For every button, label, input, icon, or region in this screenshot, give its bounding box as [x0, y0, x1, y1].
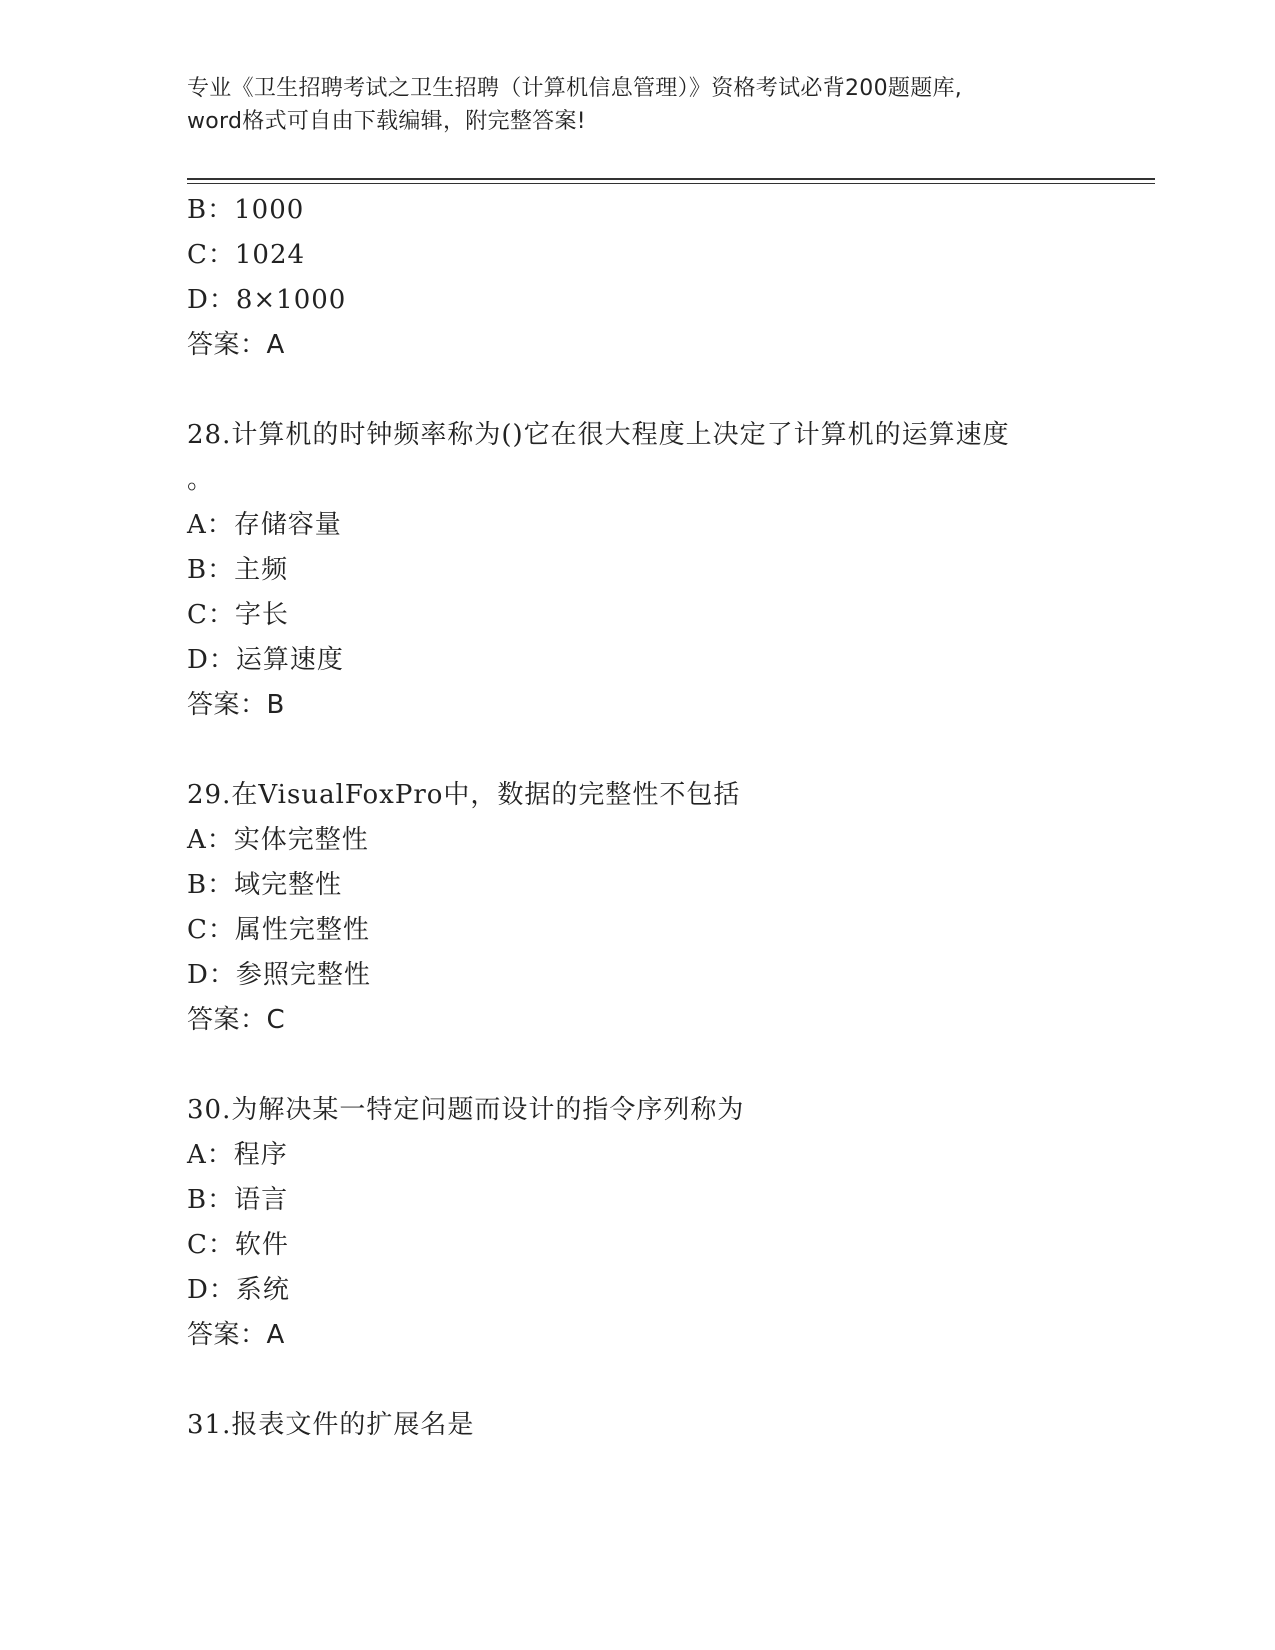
- question-29-option-d: D：参照完整性: [187, 960, 371, 990]
- option-c: C：1024: [187, 240, 306, 270]
- question-30-option-d: D：系统: [187, 1275, 290, 1305]
- question-30-option-a: A：程序: [187, 1140, 288, 1170]
- answer-line: 答案：A: [187, 330, 285, 360]
- header-line-1: 专业《卫生招聘考试之卫生招聘（计算机信息管理）》资格考试必背200题题库,: [187, 76, 963, 101]
- question-28-option-d: D：运算速度: [187, 645, 344, 675]
- question-30-stem: 30.为解决某一特定问题而设计的指令序列称为: [187, 1095, 745, 1125]
- question-28-option-c: C：字长: [187, 600, 289, 630]
- question-28-answer: 答案：B: [187, 690, 285, 720]
- document-header: [187, 72, 1087, 138]
- header-divider-thick: [187, 178, 1155, 180]
- question-31-stem: 31.报表文件的扩展名是: [187, 1410, 475, 1440]
- question-28-stem-continued: 。: [187, 465, 215, 495]
- question-29-option-a: A：实体完整性: [187, 825, 369, 855]
- question-29-option-b: B：域完整性: [187, 870, 343, 900]
- header-divider-thin: [187, 183, 1155, 184]
- question-30-option-c: C：软件: [187, 1230, 289, 1260]
- question-28-stem: 28.计算机的时钟频率称为()它在很大程度上决定了计算机的运算速度: [187, 420, 1010, 450]
- option-d: D：8×1000: [187, 285, 347, 315]
- question-30-option-b: B：语言: [187, 1185, 289, 1215]
- question-28-option-b: B：主频: [187, 555, 289, 585]
- question-29-option-c: C：属性完整性: [187, 915, 370, 945]
- option-b: B：1000: [187, 195, 305, 225]
- question-28-option-a: A：存储容量: [187, 510, 342, 540]
- question-29-stem: 29.在VisualFoxPro中，数据的完整性不包括: [187, 780, 741, 810]
- question-30-answer: 答案：A: [187, 1320, 285, 1350]
- header-line-2: word格式可自由下载编辑，附完整答案!: [187, 109, 586, 134]
- question-29-answer: 答案：C: [187, 1005, 286, 1035]
